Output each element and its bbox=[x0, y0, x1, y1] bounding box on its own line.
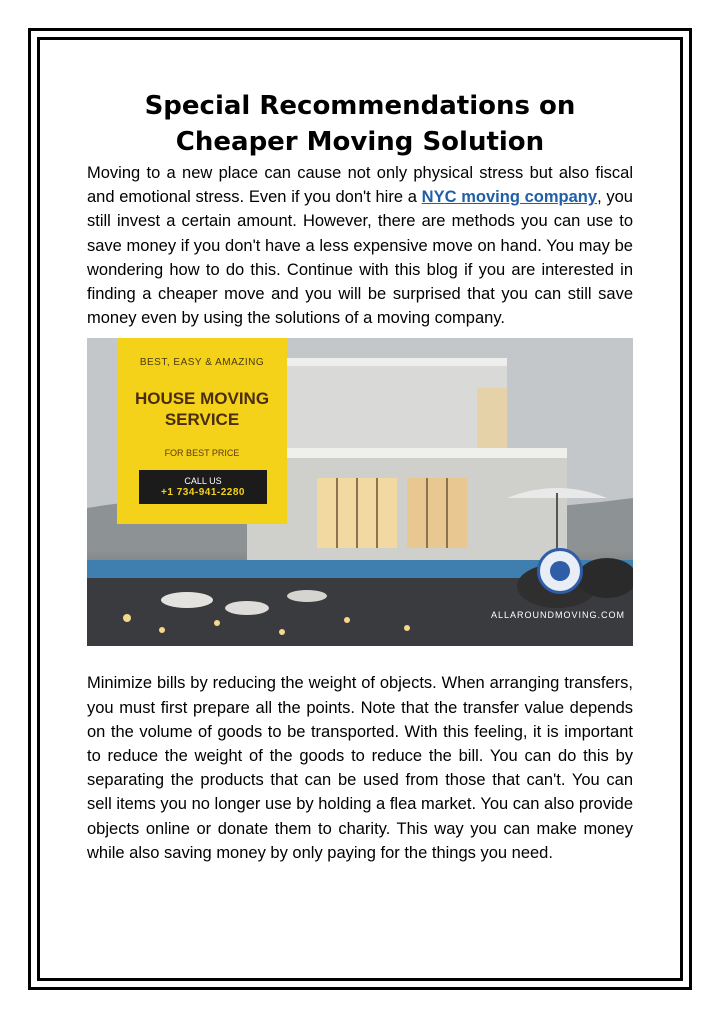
nyc-moving-company-link[interactable]: NYC moving company bbox=[421, 188, 598, 207]
article-title: Special Recommendations on Cheaper Moving Solution bbox=[144, 91, 576, 157]
promo-headline: HOUSE MOVING SERVICE bbox=[134, 389, 270, 430]
intro-text-after-link: , you still invest a certain amount. However, there are methods you can use to save money if you don't have a less expensive move on hand. You may be wondering how to do this. Continue with this blog if you are interested in finding a cheaper move and you will be surprised that you can still save money even by using the solutions of a moving company. bbox=[87, 188, 633, 328]
article bbox=[87, 88, 633, 865]
house-moving-banner-image bbox=[87, 338, 633, 646]
intro-text-before-link: Moving to a new place can cause not only physical stress but also fiscal and emotional stress. Even if you don't hire a bbox=[87, 164, 633, 207]
body-paragraph: Minimize bills by reducing the weight of objects. When arranging transfers, you must first prepare all the points. Note that the transfer value depends on the volume of goods to be transported. With this feeling, it is important to reduce the weight of the goods to reduce the bill. You can do this by separating the products that can be used from those that can't. You can sell items you no longer use by holding a flea market. You can also provide objects online or donate them to charity. This way you can make money while also saving money by only paying for the things you need. bbox=[87, 674, 633, 862]
promo-tagline: BEST, EASY & AMAZING bbox=[139, 357, 265, 369]
promo-subline: FOR BEST PRICE bbox=[164, 448, 240, 459]
watermark-text: ALLAROUNDMOVING.COM bbox=[490, 610, 625, 621]
intro-paragraph bbox=[87, 161, 633, 330]
call-us-box bbox=[139, 470, 267, 504]
call-us-label: CALL US bbox=[184, 476, 222, 487]
phone-number: +1 734-941-2280 bbox=[161, 487, 245, 499]
